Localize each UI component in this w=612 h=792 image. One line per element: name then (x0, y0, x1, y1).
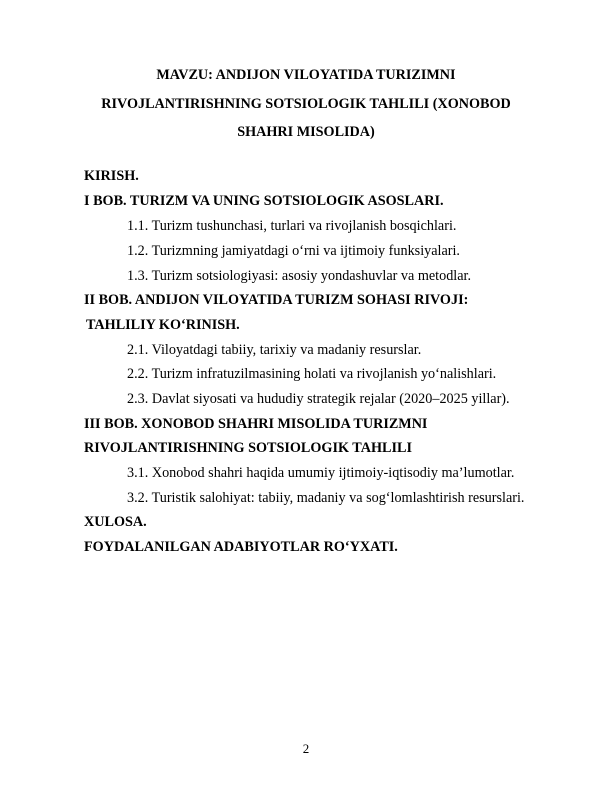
toc-item-2-3: 2.3. Davlat siyosati va hududiy strategik rejalar (2020–2025 yillar). (127, 391, 510, 407)
toc-item-2-1: 2.1. Viloyatdagi tabiiy, tarixiy va madaniy resurslar. (127, 342, 422, 358)
toc-conclusion: XULOSA. (84, 514, 147, 530)
toc-item-1-3: 1.3. Turizm sotsiologiyasi: asosiy yondashuvlar va metodlar. (127, 268, 472, 284)
document-title-line-2: RIVOJLANTIRISHNING SOTSIOLOGIK TAHLILI (XONOBOD (101, 96, 511, 112)
toc-chapter-3-heading-line-1: III BOB. XONOBOD SHAHRI MISOLIDA TURIZMNI (84, 416, 428, 432)
toc-chapter-1-heading: I BOB. TURIZM VA UNING SOTSIOLOGIK ASOSLARI. (84, 193, 444, 209)
toc-item-1-1: 1.1. Turizm tushunchasi, turlari va rivojlanish bosqichlari. (127, 218, 457, 234)
toc-references: FOYDALANILGAN ADABIYOTLAR RO‘YXATI. (84, 539, 398, 555)
document-title-line-1: MAVZU: ANDIJON VILOYATIDA TURIZIMNI (156, 67, 456, 83)
toc-chapter-2-heading-line-2: TAHLILIY KO‘RINISH. (86, 317, 240, 333)
toc-intro: KIRISH. (84, 168, 139, 184)
document-title-line-3: SHAHRI MISOLIDA) (237, 124, 375, 140)
toc-item-1-2: 1.2. Turizmning jamiyatdagi o‘rni va ijtimoiy funksiyalari. (127, 243, 460, 259)
toc-item-2-2: 2.2. Turizm infratuzilmasining holati va rivojlanish yo‘nalishlari. (127, 366, 497, 382)
toc-chapter-2-heading-line-1: II BOB. ANDIJON VILOYATIDA TURIZM SOHASI RIVOJI: (84, 292, 469, 308)
toc-item-3-2: 3.2. Turistik salohiyat: tabiiy, madaniy va sog‘lomlashtirish resurslari. (127, 490, 525, 506)
toc-item-3-1: 3.1. Xonobod shahri haqida umumiy ijtimoiy-iqtisodiy ma’lumotlar. (127, 465, 515, 481)
page-number: 2 (302, 741, 310, 756)
toc-chapter-3-heading-line-2: RIVOJLANTIRISHNING SOTSIOLOGIK TAHLILI (84, 440, 412, 456)
